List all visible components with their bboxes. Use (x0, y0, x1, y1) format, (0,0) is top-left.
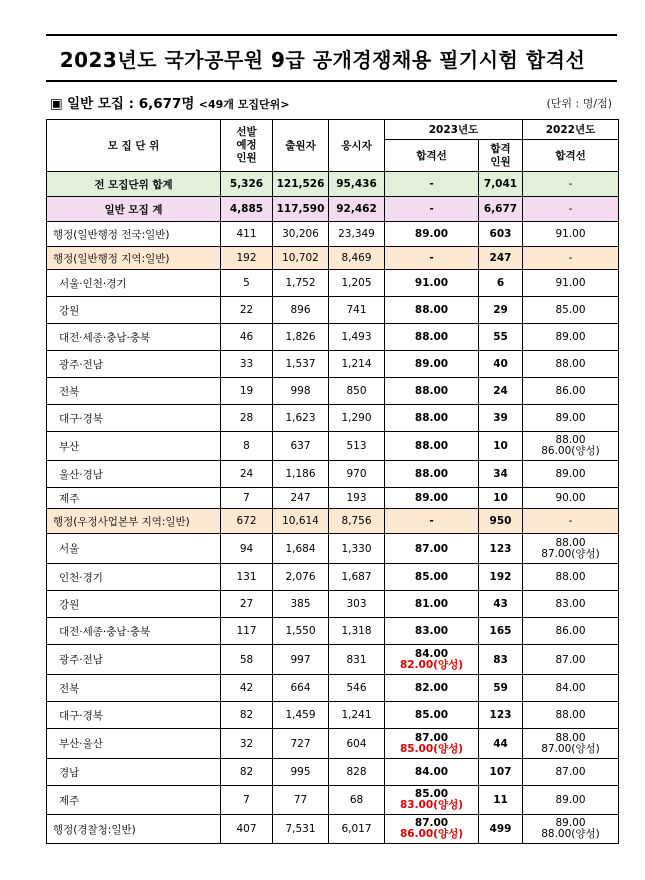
unit-name-cell: 경남 (47, 759, 221, 786)
table-row (47, 297, 619, 324)
passers-2023-cell: 55 (479, 324, 523, 351)
table-row (47, 645, 619, 675)
applicants-cell: 1,826 (273, 324, 329, 351)
unit-name-cell: 서울 (47, 534, 221, 564)
applicants-cell: 1,186 (273, 461, 329, 488)
title-top-rule (46, 34, 617, 36)
cutoff-2023-cell (385, 351, 479, 378)
header-applicants: 출원자 (273, 120, 329, 172)
cutoff-2022-cell (523, 534, 619, 564)
unit-name-cell: 제주 (47, 786, 221, 815)
table-row (47, 172, 619, 197)
unit-name-cell: 행정(우정사업본부 지역:일반) (47, 509, 221, 534)
cutoff-value: 88.00 (414, 412, 449, 424)
cutoff-2023-cell (385, 461, 479, 488)
cutoff-2023-cell (385, 405, 479, 432)
planned-cell: 27 (221, 591, 273, 618)
cutoff-value: 88.00 (414, 385, 449, 397)
section-heading (50, 92, 289, 112)
prev-cutoff-value: - (568, 178, 573, 190)
takers-cell: 1,205 (329, 270, 385, 297)
cutoff-2022-cell (523, 405, 619, 432)
table-row (47, 351, 619, 378)
passers-2023-cell: 7,041 (479, 172, 523, 197)
unit-name-cell: 행정(일반행정 지역:일반) (47, 247, 221, 270)
cutoff-2023-cell (385, 645, 479, 675)
cutoff-2023-cell (385, 564, 479, 591)
passers-2023-cell: 6 (479, 270, 523, 297)
applicants-cell: 1,623 (273, 405, 329, 432)
cutoff-value: 83.00 (414, 625, 449, 637)
cutoff-2023-cell (385, 172, 479, 197)
table-row (47, 488, 619, 509)
unit-note: (단위 : 명/점) (546, 97, 612, 110)
table-row (47, 509, 619, 534)
passers-2023-cell: 24 (479, 378, 523, 405)
prev-cutoff-value: 86.00 (555, 625, 586, 637)
cutoff-2022-cell (523, 786, 619, 815)
unit-name-cell: 광주·전남 (47, 645, 221, 675)
cutoff-gender-value: 82.00(양성) (399, 658, 464, 671)
header-row-1 (47, 120, 619, 140)
planned-cell: 82 (221, 702, 273, 729)
cutoff-2023-cell (385, 702, 479, 729)
passers-2023-cell: 165 (479, 618, 523, 645)
takers-cell: 1,318 (329, 618, 385, 645)
prev-cutoff-value: 88.00 (555, 731, 586, 744)
passers-2023-cell: 29 (479, 297, 523, 324)
takers-cell: 95,436 (329, 172, 385, 197)
prev-cutoff-value: 87.00 (555, 653, 586, 666)
table-row (47, 378, 619, 405)
applicants-cell: 995 (273, 759, 329, 786)
applicants-cell: 10,614 (273, 509, 329, 534)
prev-cutoff-value: 84.00 (555, 682, 586, 694)
applicants-cell: 664 (273, 675, 329, 702)
cutoff-value: - (429, 178, 434, 190)
prev-cutoff-value: 88.00 (555, 536, 586, 549)
cutoff-2023-cell (385, 247, 479, 270)
title-bottom-rule (46, 80, 617, 82)
planned-cell: 8 (221, 432, 273, 461)
takers-cell: 68 (329, 786, 385, 815)
cutoff-2022-cell (523, 591, 619, 618)
cutoff-value: 82.00 (414, 682, 449, 694)
passers-2023-cell: 192 (479, 564, 523, 591)
applicants-cell: 30,206 (273, 222, 329, 247)
applicants-cell: 1,684 (273, 534, 329, 564)
takers-cell: 513 (329, 432, 385, 461)
cutoff-2022-cell (523, 351, 619, 378)
page-title: 2023년도 국가공무원 9급 공개경쟁채용 필기시험 합격선 (59, 48, 586, 72)
cutoff-value: - (429, 252, 434, 264)
applicants-cell: 1,550 (273, 618, 329, 645)
cutoff-2023-cell (385, 324, 479, 351)
header-year-2022: 2022년도 (523, 120, 619, 140)
takers-cell: 1,493 (329, 324, 385, 351)
passers-2023-cell: 247 (479, 247, 523, 270)
applicants-cell: 121,526 (273, 172, 329, 197)
unit-name-cell: 전북 (47, 378, 221, 405)
cutoff-value: 88.00 (414, 304, 449, 316)
prev-cutoff-gender-value: 87.00(양성) (541, 742, 600, 755)
planned-cell: 4,885 (221, 197, 273, 222)
unit-name-cell: 대전·세종·충남·충북 (47, 618, 221, 645)
table-row (47, 564, 619, 591)
planned-cell: 672 (221, 509, 273, 534)
planned-cell: 28 (221, 405, 273, 432)
passers-2023-cell: 123 (479, 702, 523, 729)
cutoff-2022-cell (523, 222, 619, 247)
cutoff-2022-cell (523, 197, 619, 222)
table-row (47, 618, 619, 645)
passers-2023-cell: 950 (479, 509, 523, 534)
applicants-cell: 727 (273, 729, 329, 759)
table-row (47, 786, 619, 815)
table-row (47, 247, 619, 270)
table-row (47, 534, 619, 564)
planned-cell: 33 (221, 351, 273, 378)
applicants-cell: 997 (273, 645, 329, 675)
planned-cell: 411 (221, 222, 273, 247)
prev-cutoff-value: 90.00 (555, 492, 586, 504)
header-planned-text: 선발 예정 인원 (236, 126, 257, 164)
cutoff-2023-cell (385, 488, 479, 509)
table-row (47, 324, 619, 351)
unit-name-cell: 부산·울산 (47, 729, 221, 759)
cutoff-2022-cell (523, 729, 619, 759)
section-sub-label: <49개 모집단위> (198, 98, 290, 111)
cutoff-value: 89.00 (414, 492, 449, 504)
passers-2023-cell: 603 (479, 222, 523, 247)
table-row (47, 222, 619, 247)
passers-2023-cell: 59 (479, 675, 523, 702)
takers-cell: 546 (329, 675, 385, 702)
prev-cutoff-value: 89.00 (555, 817, 586, 829)
passers-2023-cell: 44 (479, 729, 523, 759)
header-takers: 응시자 (329, 120, 385, 172)
planned-cell: 5,326 (221, 172, 273, 197)
table-row (47, 461, 619, 488)
cutoff-2023-cell (385, 618, 479, 645)
passers-2023-cell: 11 (479, 786, 523, 815)
unit-name-cell: 전 모집단위 합계 (47, 172, 221, 197)
planned-cell: 5 (221, 270, 273, 297)
passers-2023-cell: 10 (479, 432, 523, 461)
cutoff-value: 91.00 (414, 277, 449, 289)
cutoff-2022-cell (523, 509, 619, 534)
cutoff-2023-cell (385, 509, 479, 534)
cutoff-gender-value: 86.00(양성) (399, 828, 464, 840)
planned-cell: 131 (221, 564, 273, 591)
prev-cutoff-value: 88.00 (555, 571, 586, 583)
planned-cell: 82 (221, 759, 273, 786)
header-passers-2023 (479, 140, 523, 172)
cutoff-2022-cell (523, 461, 619, 488)
cutoff-2022-cell (523, 564, 619, 591)
cutoff-value: 89.00 (414, 228, 449, 240)
applicants-cell: 637 (273, 432, 329, 461)
header-year-2023: 2023년도 (385, 120, 523, 140)
prev-cutoff-value: 88.00 (555, 358, 586, 370)
cutoff-table (46, 119, 619, 844)
cutoff-2023-cell (385, 591, 479, 618)
takers-cell: 1,687 (329, 564, 385, 591)
table-row (47, 702, 619, 729)
planned-cell: 46 (221, 324, 273, 351)
cutoff-2022-cell (523, 432, 619, 461)
takers-cell: 1,290 (329, 405, 385, 432)
prev-cutoff-value: 91.00 (555, 228, 586, 240)
cutoff-value: 89.00 (414, 358, 449, 370)
cutoff-value: 84.00 (414, 647, 449, 660)
unit-name-cell: 제주 (47, 488, 221, 509)
cutoff-2022-cell (523, 270, 619, 297)
takers-cell: 831 (329, 645, 385, 675)
applicants-cell: 7,531 (273, 815, 329, 844)
prev-cutoff-value: 88.00 (555, 434, 586, 446)
prev-cutoff-gender-value: 87.00(양성) (541, 547, 600, 560)
table-row (47, 405, 619, 432)
applicants-cell: 1,537 (273, 351, 329, 378)
cutoff-2022-cell (523, 378, 619, 405)
unit-name-cell: 행정(일반행정 전국:일반) (47, 222, 221, 247)
cutoff-value: 88.00 (414, 468, 449, 480)
table-row (47, 432, 619, 461)
prev-cutoff-value: 89.00 (555, 794, 586, 806)
planned-cell: 24 (221, 461, 273, 488)
cutoff-2023-cell (385, 759, 479, 786)
takers-cell: 604 (329, 729, 385, 759)
cutoff-2022-cell (523, 488, 619, 509)
cutoff-2023-cell (385, 297, 479, 324)
cutoff-2022-cell (523, 247, 619, 270)
applicants-cell: 2,076 (273, 564, 329, 591)
cutoff-value: 87.00 (414, 817, 449, 829)
planned-cell: 32 (221, 729, 273, 759)
cutoff-value: 85.00 (414, 571, 449, 583)
passers-2023-cell: 83 (479, 645, 523, 675)
cutoff-2023-cell (385, 786, 479, 815)
cutoff-2023-cell (385, 432, 479, 461)
takers-cell: 92,462 (329, 197, 385, 222)
passers-2023-cell: 39 (479, 405, 523, 432)
passers-2023-cell: 10 (479, 488, 523, 509)
cutoff-2022-cell (523, 815, 619, 844)
takers-cell: 193 (329, 488, 385, 509)
passers-2023-cell: 43 (479, 591, 523, 618)
square-bullet-icon: ▣ (50, 96, 63, 112)
applicants-cell: 247 (273, 488, 329, 509)
prev-cutoff-value: 86.00 (555, 385, 586, 397)
cutoff-2023-cell (385, 197, 479, 222)
header-unit: 모 집 단 위 (47, 120, 221, 172)
unit-name-cell: 서울·인천·경기 (47, 270, 221, 297)
prev-cutoff-gender-value: 88.00(양성) (541, 828, 600, 840)
section-label: 일반 모집 : 6,677명 (67, 96, 195, 112)
takers-cell: 828 (329, 759, 385, 786)
unit-name-cell: 행정(경찰청:일반) (47, 815, 221, 844)
unit-name-cell: 대전·세종·충남·충북 (47, 324, 221, 351)
table-row (47, 759, 619, 786)
passers-2023-cell: 107 (479, 759, 523, 786)
cutoff-value: 84.00 (414, 766, 449, 778)
unit-name-cell: 광주·전남 (47, 351, 221, 378)
header-passers-text: 합격 인원 (490, 142, 511, 168)
takers-cell: 850 (329, 378, 385, 405)
cutoff-2023-cell (385, 815, 479, 844)
cutoff-2023-cell (385, 675, 479, 702)
passers-2023-cell: 40 (479, 351, 523, 378)
takers-cell: 1,214 (329, 351, 385, 378)
cutoff-2022-cell (523, 297, 619, 324)
unit-name-cell: 강원 (47, 297, 221, 324)
cutoff-value: 88.00 (414, 331, 449, 343)
prev-cutoff-value: 88.00 (555, 709, 586, 721)
applicants-cell: 998 (273, 378, 329, 405)
header-planned (221, 120, 273, 172)
cutoff-2023-cell (385, 534, 479, 564)
prev-cutoff-value: 83.00 (555, 598, 586, 610)
cutoff-2022-cell (523, 645, 619, 675)
cutoff-2023-cell (385, 222, 479, 247)
cutoff-value: 81.00 (414, 598, 449, 610)
takers-cell: 970 (329, 461, 385, 488)
cutoff-gender-value: 85.00(양성) (399, 742, 464, 755)
takers-cell: 23,349 (329, 222, 385, 247)
cutoff-value: 85.00 (414, 709, 449, 721)
cutoff-value: 85.00 (414, 788, 449, 800)
prev-cutoff-value: 85.00 (555, 304, 586, 316)
cutoff-2022-cell (523, 172, 619, 197)
cutoff-2023-cell (385, 729, 479, 759)
cutoff-value: - (429, 515, 434, 527)
prev-cutoff-value: 89.00 (555, 331, 586, 343)
planned-cell: 407 (221, 815, 273, 844)
takers-cell: 741 (329, 297, 385, 324)
unit-name-cell: 울산·경남 (47, 461, 221, 488)
applicants-cell: 77 (273, 786, 329, 815)
applicants-cell: 385 (273, 591, 329, 618)
planned-cell: 58 (221, 645, 273, 675)
table-row (47, 729, 619, 759)
applicants-cell: 896 (273, 297, 329, 324)
cutoff-value: 87.00 (414, 542, 449, 555)
planned-cell: 117 (221, 618, 273, 645)
unit-name-cell: 인천·경기 (47, 564, 221, 591)
planned-cell: 22 (221, 297, 273, 324)
unit-name-cell: 일반 모집 계 (47, 197, 221, 222)
prev-cutoff-value: - (568, 515, 573, 527)
applicants-cell: 1,459 (273, 702, 329, 729)
passers-2023-cell: 123 (479, 534, 523, 564)
unit-name-cell: 부산 (47, 432, 221, 461)
cutoff-gender-value: 83.00(양성) (399, 799, 464, 811)
planned-cell: 192 (221, 247, 273, 270)
unit-name-cell: 강원 (47, 591, 221, 618)
planned-cell: 19 (221, 378, 273, 405)
header-cutoff-2022: 합격선 (523, 140, 619, 172)
cutoff-2022-cell (523, 618, 619, 645)
unit-name-cell: 대구·경북 (47, 405, 221, 432)
planned-cell: 7 (221, 786, 273, 815)
cutoff-2022-cell (523, 675, 619, 702)
unit-name-cell: 대구·경북 (47, 702, 221, 729)
takers-cell: 8,469 (329, 247, 385, 270)
prev-cutoff-value: 87.00 (555, 766, 586, 778)
planned-cell: 42 (221, 675, 273, 702)
planned-cell: 94 (221, 534, 273, 564)
cutoff-2022-cell (523, 759, 619, 786)
cutoff-2022-cell (523, 324, 619, 351)
prev-cutoff-value: 89.00 (555, 412, 586, 424)
passers-2023-cell: 34 (479, 461, 523, 488)
cutoff-2023-cell (385, 270, 479, 297)
takers-cell: 303 (329, 591, 385, 618)
applicants-cell: 117,590 (273, 197, 329, 222)
table-row (47, 675, 619, 702)
prev-cutoff-value: - (568, 252, 573, 264)
prev-cutoff-value: 91.00 (555, 277, 586, 289)
takers-cell: 1,241 (329, 702, 385, 729)
prev-cutoff-value: - (568, 203, 573, 215)
planned-cell: 7 (221, 488, 273, 509)
cutoff-2022-cell (523, 702, 619, 729)
table-row (47, 270, 619, 297)
cutoff-value: 88.00 (414, 440, 449, 452)
applicants-cell: 1,752 (273, 270, 329, 297)
takers-cell: 1,330 (329, 534, 385, 564)
table-row (47, 591, 619, 618)
table-row (47, 815, 619, 844)
passers-2023-cell: 499 (479, 815, 523, 844)
takers-cell: 8,756 (329, 509, 385, 534)
header-cutoff-2023: 합격선 (385, 140, 479, 172)
table-row (47, 197, 619, 222)
cutoff-2023-cell (385, 378, 479, 405)
unit-name-cell: 전북 (47, 675, 221, 702)
applicants-cell: 10,702 (273, 247, 329, 270)
prev-cutoff-value: 89.00 (555, 468, 586, 480)
passers-2023-cell: 6,677 (479, 197, 523, 222)
takers-cell: 6,017 (329, 815, 385, 844)
prev-cutoff-gender-value: 86.00(양성) (541, 445, 600, 457)
cutoff-value: - (429, 203, 434, 215)
cutoff-value: 87.00 (414, 731, 449, 744)
